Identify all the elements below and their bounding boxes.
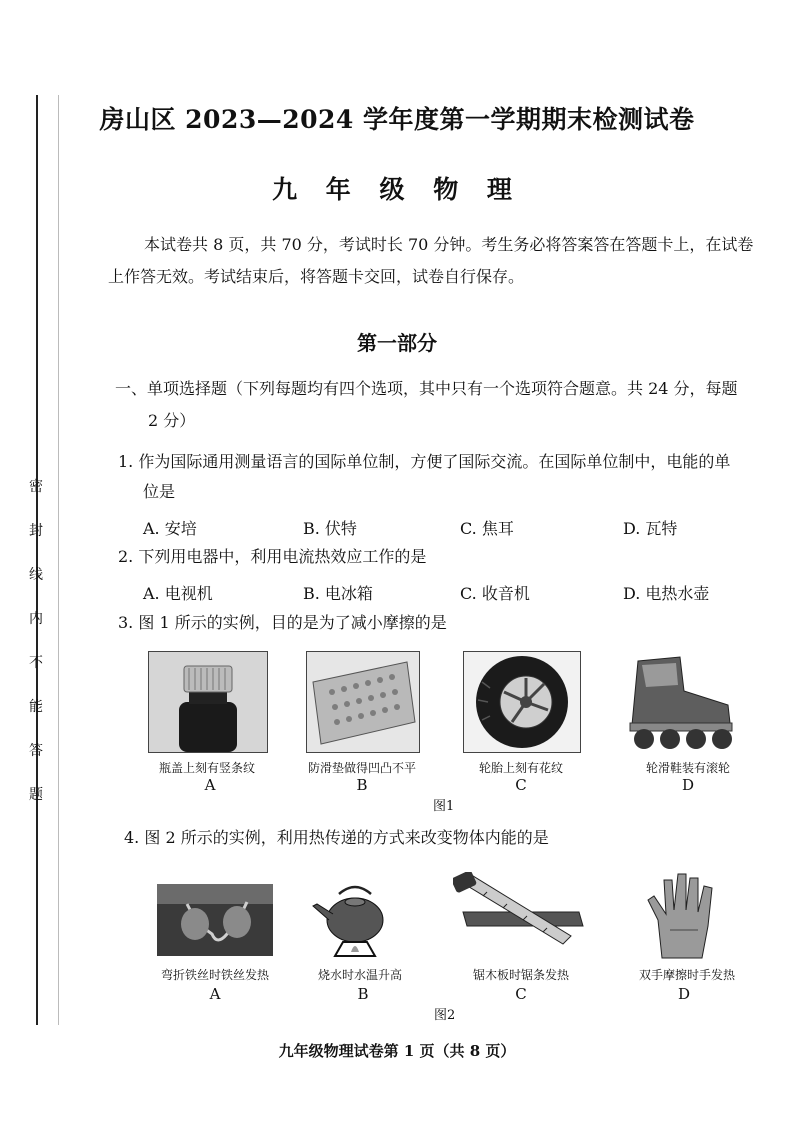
exam-subtitle [0,170,794,206]
rubbing-hands-icon [640,870,730,960]
q2-option-d: D. 电热水壶 [623,584,710,603]
q1-option-c: C. 焦耳 [460,519,514,538]
figure-1b-caption: 防滑垫做得凹凸不平 [307,761,416,775]
mat-icon [307,652,419,752]
figure-1c-letter: C [515,776,527,794]
kettle-icon [305,876,405,960]
binding-line-inner [58,95,59,1025]
section-heading [115,373,775,437]
seal-char: 线 [29,567,43,583]
figure-2a-letter: A [209,985,221,1003]
figure-1c-caption: 轮胎上刻有花纹 [478,761,563,775]
figure-2c-letter: C [515,985,527,1003]
exam-title: 房山区 2023—2024 学年度第一学期期末检测试卷 [99,105,695,134]
seal-char: 封 [29,523,43,539]
question-1-line2: 位是 [143,482,176,501]
seal-char: 不 [29,655,43,671]
figure-1a-bottle-image [148,651,268,753]
figure-2b-caption: 烧水时水温升高 [317,968,402,982]
question-4-stem: 4. 图 2 所示的实例，利用热传递的方式来改变物体内能的是 [124,828,549,847]
tire-icon [464,652,580,752]
figure-2c-caption: 锯木板时锯条发热 [472,968,569,982]
figure-1b-mat-image [306,651,420,753]
q2-option-a: A. 电视机 [143,584,213,603]
q2-option-b: B. 电冰箱 [303,584,373,603]
part-heading: 第一部分 [357,331,437,355]
q1-option-a: A. 安培 [143,519,197,538]
figure-2d-letter: D [677,985,691,1003]
question-1-line1: 1. 作为国际通用测量语言的国际单位制，方便了国际交流。在国际单位制中，电能的单 [118,452,731,471]
figure-1d-caption: 轮滑鞋装有滚轮 [645,761,730,775]
question-1-stem [118,447,778,507]
figure-2-label: 图2 [434,1008,456,1023]
seal-char: 题 [29,787,43,803]
seal-char: 密 [29,479,43,495]
figure-2b-kettle-image [305,876,405,960]
figure-1c-tire-image [463,651,581,753]
question-2-stem: 2. 下列用电器中，利用电流热效应工作的是 [118,547,427,566]
section-heading-line1: 一、单项选择题（下列每题均有四个选项，其中只有一个选项符合题意。共 24 分，每题 [115,379,738,398]
figure-2b-letter: B [357,985,369,1003]
seal-text [22,480,50,832]
bending-wire-icon [157,884,273,956]
seal-char: 答 [29,743,43,759]
q1-option-b: B. 伏特 [303,519,357,538]
figure-1d-letter: D [681,776,695,794]
figure-1d-skate-image [618,651,742,751]
figure-1a-caption: 瓶盖上刻有竖条纹 [158,761,255,775]
section-heading-line2: 2 分） [148,411,196,430]
saw-icon [453,872,589,958]
q1-option-d: D. 瓦特 [623,519,678,538]
figure-2d-caption: 双手摩擦时手发热 [638,968,735,982]
figure-1b-letter: B [356,776,368,794]
figure-1-label: 图1 [433,799,455,814]
seal-char: 能 [29,699,43,715]
page-footer: 九年级物理试卷第 1 页（共 8 页） [278,1042,516,1060]
bottle-icon [149,652,267,752]
figure-2a-wire-image [157,884,273,956]
figure-2a-caption: 弯折铁丝时铁丝发热 [160,968,269,982]
exam-instructions: 本试卷共 8 页，共 70 分，考试时长 70 分钟。考生务必将答案答在答题卡上，在试卷上作答无效。考试结束后，将答题卡交回，试卷自行保存。 [108,235,754,286]
figure-2d-hands-image [640,870,730,960]
figure-1a-letter: A [204,776,216,794]
subject-label: 九 年 级 物 理 [272,175,522,204]
question-3-stem: 3. 图 1 所示的实例，目的是为了减小摩擦的是 [118,613,447,632]
roller-skate-icon [618,651,742,751]
figure-2c-saw-image [453,872,589,958]
seal-char: 内 [29,611,43,627]
q2-option-c: C. 收音机 [460,584,530,603]
